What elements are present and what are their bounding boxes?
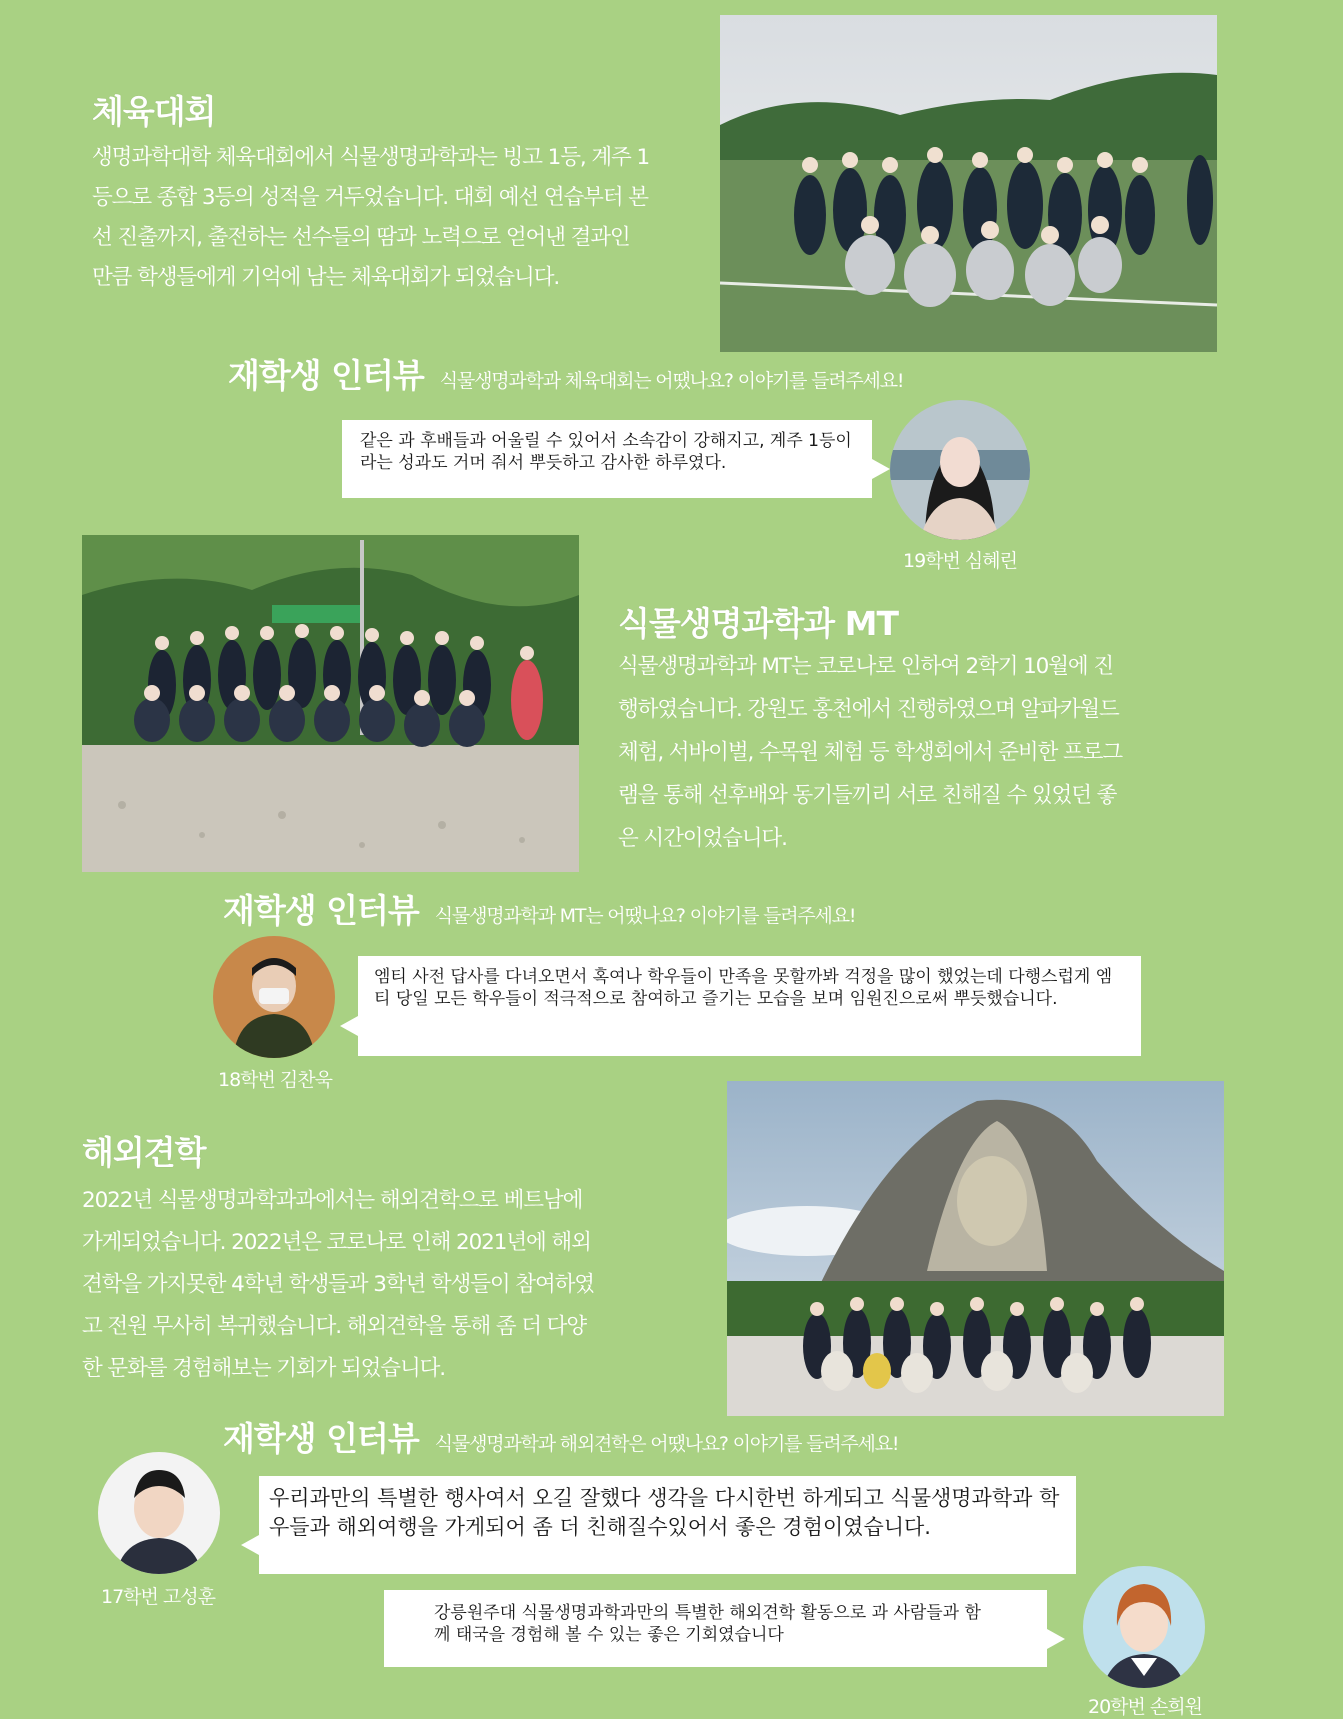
overseas-line: 한 문화를 경험해보는 기회가 되었습니다. xyxy=(82,1356,446,1381)
avatar xyxy=(890,400,1030,540)
overseas-line: 2022년 식물생명과학과과에서는 해외견학으로 베트남에 xyxy=(82,1188,583,1213)
overseas-interview-header xyxy=(223,1413,898,1460)
interviewee-name: 19학번 심혜린 xyxy=(903,550,1017,572)
mt-answer: 엠티 사전 답사를 다녀오면서 혹여나 학우들이 만족을 못할까봐 걱정을 많이 했었는데 다행스럽게 엠티 당일 모든 학우들이 적극적으로 참여하고 즐기는 모습을 보며 임원진으로써 뿌듯했습니다. xyxy=(374,967,1113,1009)
sports-description xyxy=(92,138,712,298)
mt-title: 식물생명과학과 MT xyxy=(618,604,898,643)
overseas-answer-1: 우리과만의 특별한 행사여서 오길 잘했다 생각을 다시한번 하게되고 식물생명과학과 학우들과 해외여행을 가게되어 좀 더 친해질수있어서 좋은 경험이였습니다. xyxy=(269,1486,1060,1539)
interview-question: 식물생명과학과 MT는 어땠나요? 이야기를 들려주세요! xyxy=(434,905,856,927)
overseas-answer-2: 강릉원주대 식물생명과학과만의 특별한 해외견학 활동으로 과 사람들과 함께 태국을 경험해 볼 수 있는 좋은 기회였습니다 xyxy=(434,1603,981,1645)
interview-question: 식물생명과학과 체육대회는 어땠나요? 이야기를 들려주세요! xyxy=(439,370,904,392)
sports-answer-bubble xyxy=(342,420,872,498)
sports-line: 만큼 학생들에게 기억에 남는 체육대회가 되었습니다. xyxy=(92,265,560,290)
mt-line: 체험, 서바이벌, 수목원 체험 등 학생회에서 준비한 프로그 xyxy=(618,740,1122,765)
overseas-line: 고 전원 무사히 복귀했습니다. 해외견학을 통해 좀 더 다양 xyxy=(82,1314,586,1339)
mt-description xyxy=(618,645,1228,860)
sports-answer: 같은 과 후배들과 어울릴 수 있어서 소속감이 강해지고, 계주 1등이라는 성과도 거머 줘서 뿌듯하고 감사한 하루였다. xyxy=(360,431,852,473)
overseas-description xyxy=(82,1180,712,1390)
overseas-title: 해외견학 xyxy=(82,1133,206,1172)
sports-photo xyxy=(720,15,1217,352)
mt-line: 행하였습니다. 강원도 홍천에서 진행하였으며 알파카월드 xyxy=(618,697,1119,722)
avatar xyxy=(98,1452,220,1574)
overseas-answer-bubble-2 xyxy=(384,1590,1047,1667)
interviewee-name: 17학번 고성훈 xyxy=(101,1586,215,1608)
sports-title: 체육대회 xyxy=(92,92,216,131)
mt-line: 램을 통해 선후배와 동기들끼리 서로 친해질 수 있었던 좋 xyxy=(618,783,1117,808)
mt-line: 은 시간이었습니다. xyxy=(618,826,787,851)
interview-label: 재학생 인터뷰 xyxy=(223,1419,419,1458)
interviewee-name: 20학번 손희원 xyxy=(1088,1696,1202,1718)
interviewee-name: 18학번 김찬욱 xyxy=(218,1069,332,1091)
avatar xyxy=(1083,1566,1205,1688)
interview-label: 재학생 인터뷰 xyxy=(228,356,424,395)
sports-line: 생명과학대학 체육대회에서 식물생명과학과는 빙고 1등, 계주 1 xyxy=(92,145,650,170)
overseas-answer-bubble-1 xyxy=(259,1476,1076,1574)
sports-line: 등으로 종합 3등의 성적을 거두었습니다. 대회 예선 연습부터 본 xyxy=(92,185,648,210)
sports-line: 선 진출까지, 출전하는 선수들의 땀과 노력으로 얻어낸 결과인 xyxy=(92,225,630,250)
overseas-line: 견학을 가지못한 4학년 학생들과 3학년 학생들이 참여하였 xyxy=(82,1272,594,1297)
sports-interview-header xyxy=(228,350,903,397)
interview-label: 재학생 인터뷰 xyxy=(223,891,419,930)
mt-photo xyxy=(82,535,579,872)
overseas-line: 가게되었습니다. 2022년은 코로나로 인해 2021년에 해외 xyxy=(82,1230,591,1255)
mt-line: 식물생명과학과 MT는 코로나로 인하여 2학기 10월에 진 xyxy=(618,654,1114,679)
avatar xyxy=(213,936,335,1058)
mt-answer-bubble xyxy=(358,956,1141,1056)
interview-question: 식물생명과학과 해외견학은 어땠나요? 이야기를 들려주세요! xyxy=(434,1433,899,1455)
overseas-photo xyxy=(727,1081,1224,1416)
mt-interview-header xyxy=(223,885,855,932)
